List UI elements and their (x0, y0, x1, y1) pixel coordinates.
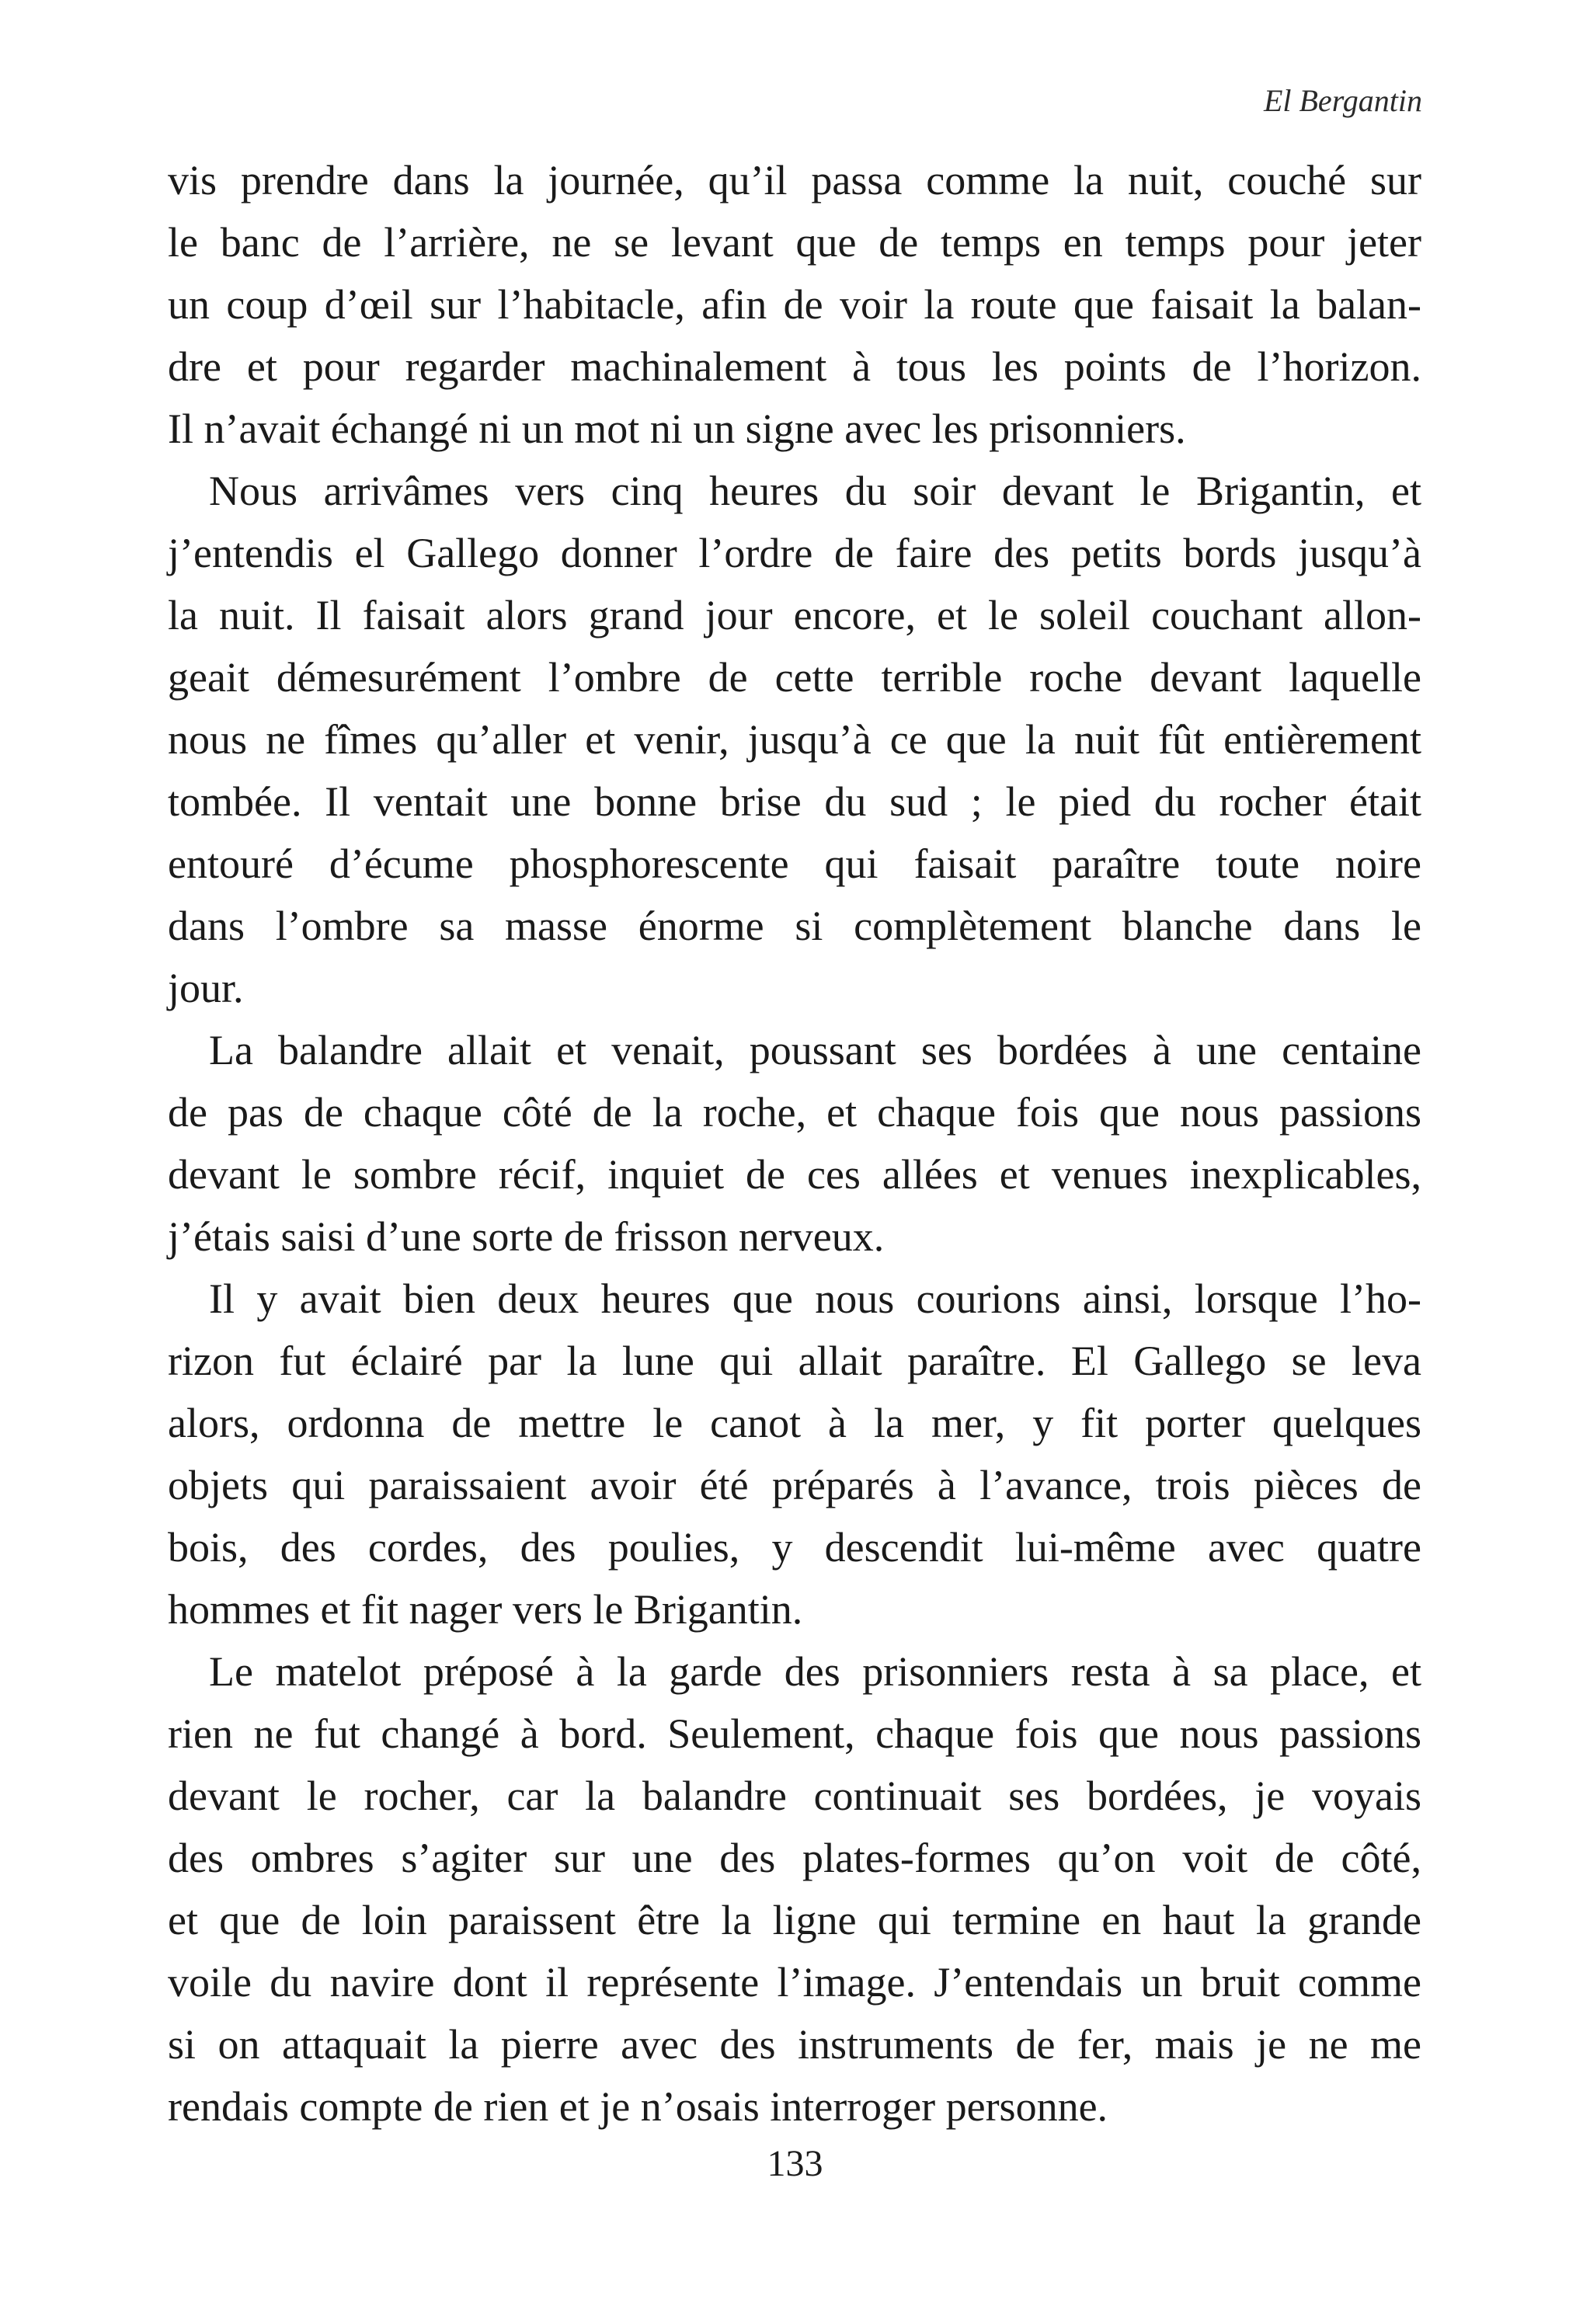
text-line: alors, ordonna de mettre le canot à la mer, y fit porter quelques (168, 1400, 1421, 1446)
text-line: rizon fut éclairé par la lune qui allait paraître. El Gallego se leva (168, 1338, 1421, 1384)
text-line: bois, des cordes, des poulies, y descendit lui-même avec quatre (168, 1524, 1421, 1571)
text-line: si on attaquait la pierre avec des instruments de fer, mais je ne me (168, 2021, 1421, 2068)
text-line: Le matelot préposé à la garde des prisonniers resta à sa place, et (209, 1648, 1421, 1695)
text-line: la nuit. Il faisait alors grand jour encore, et le soleil couchant allon- (168, 592, 1421, 638)
text-line: Il n’avait échangé ni un mot ni un signe avec les prisonniers. (168, 405, 1186, 452)
paragraph (168, 1019, 1421, 1268)
text-line: rendais compte de rien et je n’osais interroger personne. (168, 2083, 1108, 2130)
text-line: dans l’ombre sa masse énorme si complètement blanche dans le (168, 903, 1421, 949)
page-number: 133 (767, 2143, 823, 2184)
text-line: rien ne fut changé à bord. Seulement, chaque fois que nous passions (168, 1710, 1421, 1757)
text-line: tombée. Il ventait une bonne brise du sud ; le pied du rocher était (168, 778, 1421, 825)
text-line: La balandre allait et venait, poussant ses bordées à une centaine (209, 1027, 1421, 1073)
paragraph (168, 149, 1421, 460)
text-line: Nous arrivâmes vers cinq heures du soir devant le Brigantin, et (209, 468, 1421, 514)
text-line: devant le sombre récif, inquiet de ces allées et venues inexplicables, (168, 1151, 1421, 1198)
text-line: de pas de chaque côté de la roche, et chaque fois que nous passions (168, 1089, 1421, 1136)
text-line: geait démesurément l’ombre de cette terrible roche devant laquelle (168, 654, 1421, 701)
text-line: Il y avait bien deux heures que nous courions ainsi, lorsque l’ho- (209, 1275, 1421, 1322)
text-line: objets qui paraissaient avoir été préparés à l’avance, trois pièces de (168, 1462, 1421, 1508)
text-line: nous ne fîmes qu’aller et venir, jusqu’à ce que la nuit fût entièrement (168, 716, 1421, 763)
text-line: dre et pour regarder machinalement à tous les points de l’horizon. (168, 343, 1421, 390)
text-line: devant le rocher, car la balandre continuait ses bordées, je voyais (168, 1773, 1421, 1819)
text-line: entouré d’écume phosphorescente qui faisait paraître toute noire (168, 840, 1421, 887)
text-line: un coup d’œil sur l’habitacle, afin de voir la route que faisait la balan- (168, 281, 1421, 328)
running-header: El Bergantin (1263, 83, 1422, 118)
body-text (168, 149, 1421, 2138)
paragraph (168, 1268, 1421, 1640)
text-line: jour. (168, 965, 244, 1011)
text-line: le banc de l’arrière, ne se levant que de temps en temps pour jeter (168, 219, 1421, 266)
text-line: et que de loin paraissent être la ligne qui termine en haut la grande (168, 1897, 1421, 1943)
text-line: j’entendis el Gallego donner l’ordre de faire des petits bords jusqu’à (168, 530, 1421, 576)
paragraph (168, 460, 1421, 1019)
text-line: j’étais saisi d’une sorte de frisson nerveux. (168, 1213, 885, 1260)
text-line: voile du navire dont il représente l’image. J’entendais un bruit comme (168, 1959, 1421, 2006)
text-line: des ombres s’agiter sur une des plates-formes qu’on voit de côté, (168, 1835, 1421, 1881)
text-line: vis prendre dans la journée, qu’il passa comme la nuit, couché sur (168, 157, 1421, 204)
text-line: hommes et fit nager vers le Brigantin. (168, 1586, 803, 1633)
paragraph (168, 1640, 1421, 2138)
